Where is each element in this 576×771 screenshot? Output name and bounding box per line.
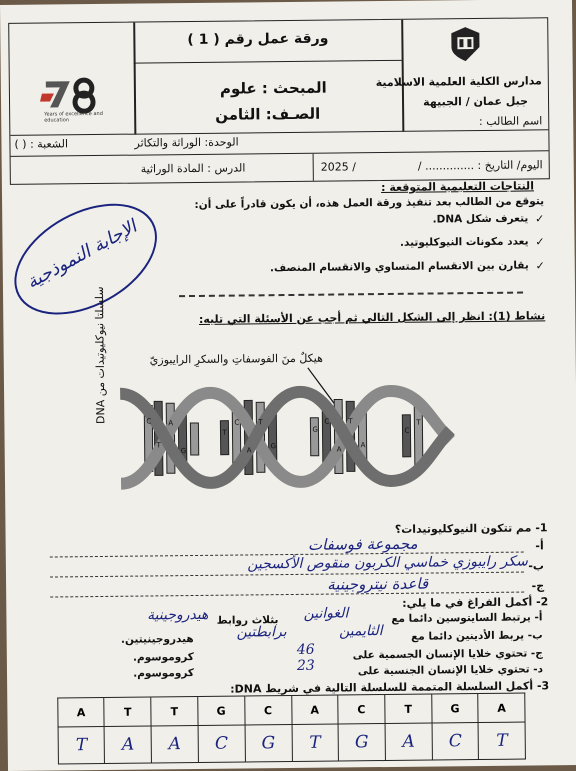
header-box — [8, 17, 550, 185]
sequence-cell: A — [291, 695, 338, 724]
backbone-label: هيكلٌ منَ الفوسفاتِ والسكرِ الرايبوزيّ — [149, 351, 323, 367]
sequence-cell: G — [431, 694, 478, 723]
sequence-cell: T — [385, 694, 432, 723]
dna-helix-diagram — [120, 380, 461, 494]
svg-text:T: T — [416, 418, 421, 427]
sequence-cell: T — [104, 697, 151, 726]
q2-b-answer-2: برابطتين — [236, 624, 287, 641]
answer-cell: T — [478, 722, 525, 759]
school-location: جبل عمان / الجبيهة — [423, 94, 529, 109]
answer-line — [50, 572, 524, 578]
q2-c-end: كروموسوم. — [132, 651, 194, 664]
sequence-cell: T — [151, 696, 198, 725]
date-rule-top — [11, 150, 549, 157]
answer-cell: G — [338, 724, 385, 761]
dna-helix-icon — [120, 380, 461, 494]
header-rule — [10, 129, 548, 136]
svg-text:G: G — [270, 442, 277, 451]
outcome-item: يعدد مكونات النيوكليوتيد. — [399, 235, 529, 249]
q1-c-prefix: ج- — [531, 579, 545, 593]
strands-label: سلسلتا نيوكليوتيدات من DNA — [92, 286, 108, 425]
sequence-cell: A — [58, 697, 105, 726]
logo-caption: Years of excellence and education — [44, 110, 103, 124]
answer-cell: A — [151, 725, 198, 762]
subject-label: المبحث : علوم — [219, 78, 327, 98]
grade-label: الصـف: الثامن — [215, 104, 321, 124]
sequence-cell: C — [244, 696, 291, 725]
unit-label: الوحدة: الوراثة والتكاثر — [134, 135, 239, 150]
q2-d-start: د- تحتوي خلايا الإنسان الجنسية على — [357, 663, 544, 678]
q2-a-middle: بثلاث روابط — [216, 614, 279, 627]
q2-d-answer: 23 — [296, 657, 315, 674]
answer-cell: C — [198, 725, 245, 762]
activity-title: نشاط (1): انظر إلى الشكل التالي ثم أجب عن الأسئلة التي تليه: — [198, 309, 546, 326]
anniversary-logo — [40, 73, 111, 124]
outcome-item: يتعرف شكل DNA. — [432, 212, 529, 226]
svg-text:T: T — [258, 418, 263, 427]
title-rule — [134, 60, 402, 64]
svg-text:A: A — [360, 441, 366, 450]
school-crest-icon — [445, 25, 485, 63]
q1-c-answer: قاعدة نيتروجينية — [327, 574, 429, 594]
answer-cell: T — [292, 724, 339, 761]
q2-a-answer-2: هيدروجينية — [147, 606, 209, 624]
check-icon: ✓ — [535, 235, 545, 249]
year-label: / 2025 — [320, 160, 356, 174]
sequence-cell: G — [198, 696, 245, 725]
question-1: 1- مم تتكون النيوكليوتيدات؟ — [394, 521, 548, 536]
svg-text:T: T — [348, 417, 353, 426]
svg-text:C: C — [324, 417, 330, 426]
q2-a-answer-1: الغوانين — [303, 605, 349, 622]
answer-cell: T — [58, 726, 105, 763]
svg-text:C: C — [146, 417, 152, 426]
dna-sequence-table — [57, 693, 526, 765]
model-answer-text: الإجابة النموذجية — [23, 216, 141, 294]
question-2: 2- أكمل الفراغ في ما يلي: — [402, 595, 549, 610]
svg-text:G: G — [312, 425, 318, 434]
svg-text:A: A — [168, 419, 174, 428]
school-crest — [445, 25, 485, 63]
q2-c-answer: 46 — [296, 641, 315, 658]
outcomes-intro: يتوقع من الطالب بعد تنفيذ ورقة العمل هذه، أن يكون قادراً على أن: — [194, 195, 545, 211]
outcomes-title: النتاجات التعليمية المتوقعة : — [380, 179, 534, 195]
q1-b-answer: سكر رايبوزي خماسي الكربون منقوص الأكسجين — [247, 553, 528, 573]
answer-cell: A — [105, 726, 152, 763]
student-name-label: اسم الطالب : — [478, 114, 543, 129]
q1-a-answer: مجموعة فوسفات — [307, 534, 418, 554]
svg-text:T: T — [156, 441, 161, 450]
section-separator — [179, 292, 523, 298]
header-divider-left — [133, 23, 136, 135]
q2-b-start: ب- يربط الأدينين دائما مع — [411, 629, 543, 643]
date-divider — [313, 154, 314, 181]
question-3: 3- أكمل السلسلة المتممة للسلسلة التالية في شريط DNA: — [230, 679, 550, 696]
svg-text:A: A — [246, 446, 252, 455]
svg-text:G: G — [180, 447, 187, 456]
svg-text:A: A — [336, 445, 342, 454]
answer-cell: G — [245, 725, 292, 762]
svg-text:C: C — [404, 426, 410, 435]
table-row — [58, 722, 525, 764]
q2-b-end: هيدروجينيتين. — [120, 633, 194, 646]
sequence-cell: A — [478, 693, 525, 722]
svg-text:T: T — [222, 428, 227, 437]
answer-cell: A — [385, 723, 432, 760]
check-icon: ✓ — [534, 212, 545, 226]
sequence-cell: C — [338, 695, 385, 724]
section-label: الشعبة : ( ) — [14, 137, 69, 151]
lesson-label: الدرس : المادة الوراثية — [140, 161, 246, 176]
svg-text:C: C — [234, 418, 240, 427]
q1-a-prefix: أ- — [535, 539, 544, 553]
q2-c-start: ج- تحتوي خلايا الإنسان الجسمية على — [352, 647, 543, 662]
date-label: اليوم/ التاريخ : .............. / — [417, 158, 543, 173]
q1-b-prefix: ب- — [528, 559, 544, 573]
answer-cell: C — [432, 723, 479, 760]
q2-b-answer-1: الثايمين — [338, 623, 383, 640]
check-icon: ✓ — [535, 259, 545, 273]
q2-d-end: كروموسوم. — [133, 667, 195, 680]
q2-a-start: أ- يرتبط السايتوسين دائما مع — [391, 611, 543, 625]
worksheet-title: ورقة عمل رقم ( 1 ) — [187, 30, 329, 49]
outcome-item: يقارن بين الانقسام المتساوي والانقسام المنصف. — [269, 259, 529, 275]
school-name: مدارس الكلية العلمية الاسلامية — [375, 74, 542, 90]
